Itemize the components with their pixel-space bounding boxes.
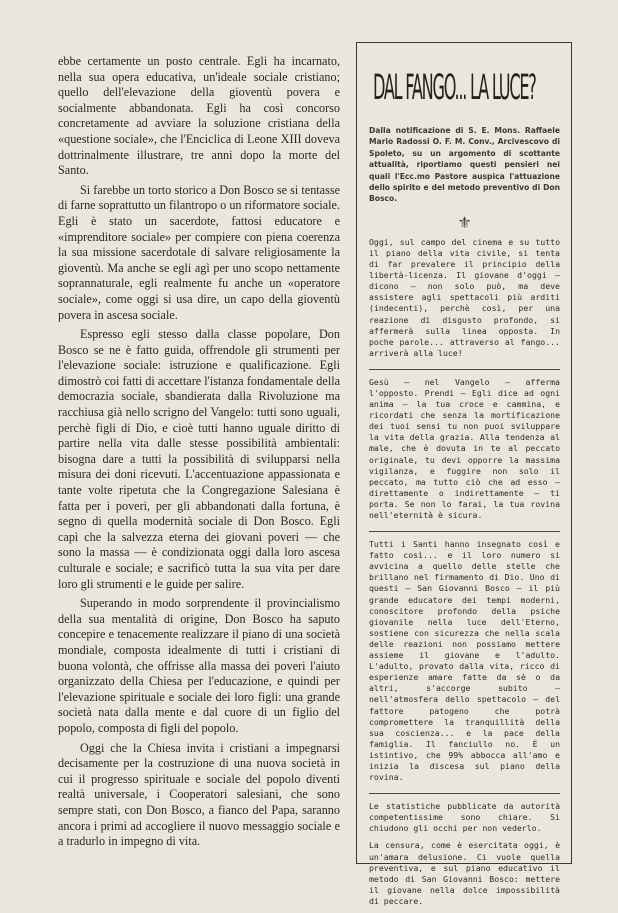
box-intro: Dalla notificazione di S. E. Mons. Raffaele Mario Radossi O. F. M. Conv., Arcivescovo di Spoleto, su un argomento di scottante attualità, riportiamo questi pensieri nei quali l'Ecc.mo Pastore auspica l'attuazione dello spirito e del metodo preventivo di Don Bosco. xyxy=(369,126,560,204)
box-section: La censura, come è esercitata oggi, è un'amara delusione. Ci vuole quella preventiva, e sul piano educativo il metodo di San Giovanni Bosco: mettere il giovane nella dolce impossibilità di peccare. xyxy=(369,840,560,906)
box-section: Le statistiche pubblicate da autorità competentissime sono chiare. Si chiudono gli occhi per non vederlo. xyxy=(369,801,560,834)
paragraph: ebbe certamente un posto centrale. Egli ha incarnato, nella sua opera educativa, un'ideale sociale cristiano; quello dell'elevazione della gioventù povera e socialmente abbandonata. Egli ha così concorso concretamente ad avviare la soluzione cristiana della «questione sociale», che l'Enciclica di Leone XIII doveva dottrinalmente illustrare, tre anni dopo la morte del Santo. xyxy=(58,54,340,178)
box-section: Gesù — nel Vangelo — afferma l'opposto. Prendi — Egli dice ad ogni anima — la tua croce e cammina, e ricordati che senza la mortificazione dei tuoi sensi tu non puoi sviluppare la vita della grazia. Alla tendenza al male, che è dovuta in te al peccato originale, tu devi opporre la massima vigilanza, e fuggire non solo il peccato, ma tutto ciò che ad esso — direttamente o indirettamente — ti porta. Se non lo farai, la tua rovina nell'eternità è sicura. xyxy=(369,376,560,520)
box-section: Oggi, sul campo del cinema e su tutto il piano della vita civile, si tenta di far prevalere il principio della libertà-licenza. Il giovane d'oggi — dicono — non solo può, ma deve assistere agli spettacoli più arditi (indecenti), perchè così, per una reazione di disgusto profondo, si affermerà sulla linea opposta. In poche parole... attraverso al fango... arriverà alla luce! xyxy=(369,236,560,358)
paragraph: Superando in modo sorprendente il provincialismo della sua mentalità di origine, Don Bosco ha saputo concepire e tenacemente realizzare il piano di una società mondiale, composta idealmente di tutti i cristiani di buona volontà, che offrisse alla massa dei poveri l'aiuto organizzato della Chiesa per l'educazione, e quindi per l'elevazione spirituale e sociale dei loro figli: una grande società nata dalla mente e dal cuore di un figlio del popolo, composta di figli del popolo. xyxy=(58,596,340,735)
box-section: Tutti i Santi hanno insegnato così e fatto così... e il loro numero si avvicina a quello delle stelle che brillano nel firmamento di Dio. Uno di questi — San Giovanni Bosco — il più grande educatore dei tempi moderni, conoscitore profondo della psiche giovanile nella luce dell'Eterno, sostiene con sicurezza che nella scala delle reazioni non possiamo mettere assieme il giovane e l'adulto. L'adulto, provato dalla vita, ricco di esperienze amare fatte da sè o da altri, s'accorge subito — nell'atmosfera dello spettacolo — del fattore patogeno che potrà compromettere la tranquillità della sua coscienza... e la pace della famiglia. Il fanciullo no. È un istintivo, che 99% abbocca all'amo e inizia la discesa sul piano della rovina. xyxy=(369,539,560,783)
sidebar-box xyxy=(356,42,572,906)
section-divider xyxy=(369,793,560,794)
section-divider xyxy=(369,531,560,532)
paragraph: Espresso egli stesso dalla classe popolare, Don Bosco se ne è fatto guida, offrendole gli strumenti per l'elevazione sociale: istruzione e qualificazione. Egli dimostrò coi fatti di accettare l'istanza fondamentale della democrazia sociale, sbandierata dalla Rivoluzione ma racchiusa già nello scrigno del Vangelo: tutti sono uguali, perchè figli di Dio, e cioè tutti hanno uguale diritto di partire nella vita dalle stesse possibilità ambientali: bisogna dare a tutti la possibilità di svilupparsi nella misura dei doni ricevuti. L'accentuazione appassionata e tante volte ripetuta che la Congregazione Salesiana è fatta per i poveri, per gli abbandonati dalla fortuna, è segno di quella modernità sociale di Don Bosco. Egli capì che la salvezza eterna dei giovani poveri — che sono la massa — è condizionata oggi dalla loro ascesa culturale e sociale; e sacrificò tutta la sua vita per dare loro gli strumenti e le guide per salire. xyxy=(58,327,340,591)
left-column-text xyxy=(58,54,340,854)
paragraph: Oggi che la Chiesa invita i cristiani a impegnarsi decisamente per la costruzione di una nuova società in cui il progresso spirituale e sociale del popolo diventi realtà universale, i Cooperatori salesiani, che sono sempre stati, con Don Bosco, a fianco del Papa, saranno ancora i primi ad accogliere il nuovo messaggio sociale e a tradurlo in impegno di vita. xyxy=(58,740,340,849)
section-divider xyxy=(369,369,560,370)
fleur-ornament-icon: ⚜ xyxy=(457,214,472,232)
box-headline: DAL FANGO... LA LUCE? xyxy=(373,67,536,109)
paragraph: Si farebbe un torto storico a Don Bosco se si tentasse di farne soprattutto un filantropo o un riformatore sociale. Egli è stato un sacerdote, fattosi educatore e «imprenditore sociale» per compiere con piena coerenza la sua missione sacerdotale di salvare religiosamente la gioventù. Ma anche se egli agì per uno scopo nettamente soprannaturale, egli realmente fu anche un «operatore sociale», come oggi si usa dire, un capo della gioventù povera in ascesa sociale. xyxy=(58,182,340,322)
